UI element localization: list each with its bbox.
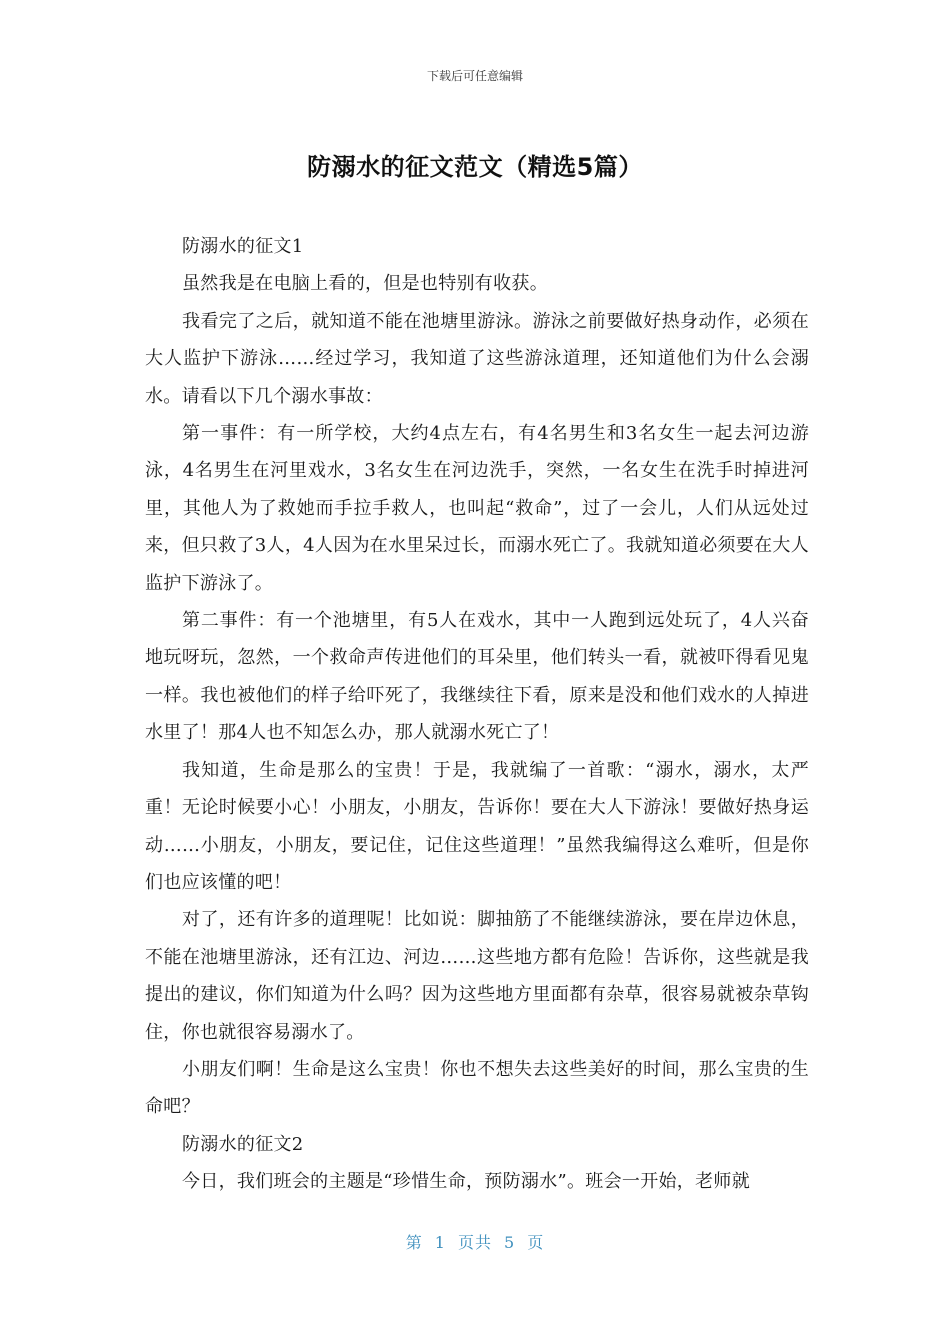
- section-heading: 防溺水的征文1: [182, 236, 304, 257]
- footer-current-page: 1: [434, 1233, 446, 1252]
- paragraph: 小朋友们啊！生命是这么宝贵！你也不想失去这些美好的时间，那么宝贵的生命吧？: [145, 1058, 809, 1118]
- footer-suffix: 页: [527, 1233, 545, 1252]
- section-heading: 防溺水的征文2: [182, 1133, 304, 1155]
- footer-middle: 页共: [457, 1233, 492, 1252]
- paragraph: 虽然我是在电脑上看的，但是也特别有收获。: [182, 273, 548, 295]
- paragraph: 我看完了之后，就知道不能在池塘里游泳。游泳之前要做好热身动作，必须在大人监护下游泳……经过学习，我知道了这些游泳道理，还知道他们为什么会溺水。请看以下几个溺水事故：: [145, 310, 809, 407]
- page-header-note: 下载后可任意编辑: [426, 69, 523, 83]
- document-body: [145, 228, 809, 1201]
- paragraph: 第一事件：有一所学校，大约4点左右，有4名男生和3名女生一起去河边游泳，4名男生在河里戏水，3名女生在河边洗手，突然，一名女生在洗手时掉进河里，其他人为了救她而手拉手救人，也叫起“救命”，过了一会儿，人们从远处过来，但只救了3人，4人因为在水里呆过长，而溺水死亡了。我就知道必须要在大人监护下游泳了。: [145, 423, 810, 594]
- paragraph: 我知道，生命是那么的宝贵！于是，我就编了一首歌：“溺水，溺水，太严重！无论时候要小心！小朋友，小朋友，告诉你！要在大人下游泳！要做好热身运动……小朋友，小朋友，要记住，记住这些道理！”虽然我编得这么难听，但是你们也应该懂的吧！: [145, 759, 809, 893]
- paragraph: 今日，我们班会的主题是“珍惜生命，预防溺水”。班会一开始，老师就: [182, 1171, 751, 1193]
- footer-total-pages: 5: [504, 1233, 516, 1252]
- document-title: 防溺水的征文范文（精选5篇）: [307, 153, 643, 181]
- paragraph: 对了，还有许多的道理呢！比如说：脚抽筋了不能继续游泳，要在岸边休息，不能在池塘里游泳，还有江边、河边……这些地方都有危险！告诉你，这些就是我提出的建议，你们知道为什么吗？因为这些地方里面都有杂草，很容易就被杂草钩住，你也就很容易溺水了。: [145, 909, 809, 1043]
- footer-prefix: 第: [405, 1233, 423, 1252]
- paragraph: 第二事件：有一个池塘里，有5人在戏水，其中一人跑到远处玩了，4人兴奋地玩呀玩，忽然，一个救命声传进他们的耳朵里，他们转头一看，就被吓得看见鬼一样。我也被他们的样子给吓死了，我继续往下看，原来是没和他们戏水的人掉进水里了！那4人也不知怎么办，那人就溺水死亡了！: [145, 610, 809, 744]
- page-footer: [0, 1230, 950, 1253]
